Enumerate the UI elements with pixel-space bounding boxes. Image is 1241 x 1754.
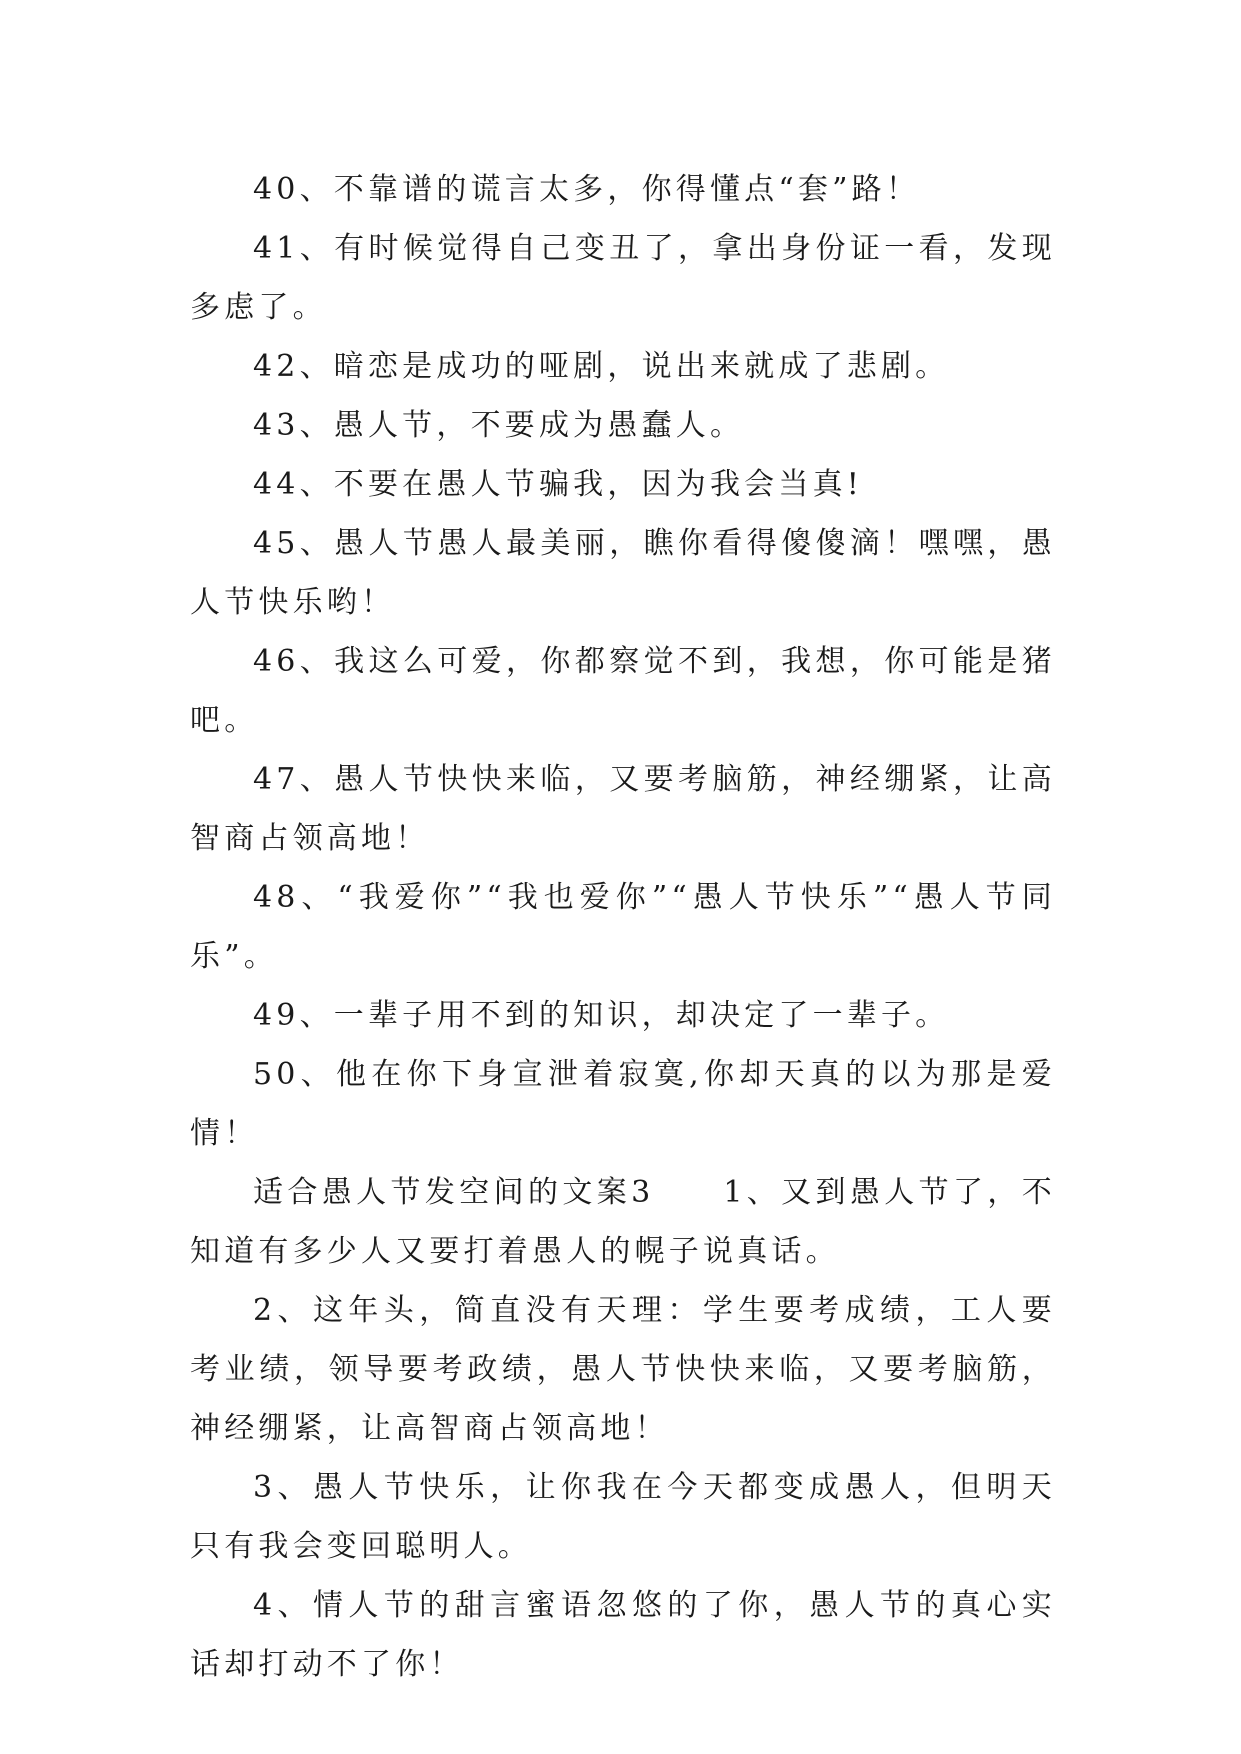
paragraph-45: 45、愚人节愚人最美丽，瞧你看得傻傻滴！嘿嘿，愚人节快乐哟！ xyxy=(190,526,1056,620)
section-paragraph-2: 2、这年头，简直没有天理：学生要考成绩，工人要考业绩，领导要考政绩，愚人节快快来临，又要考脑筋，神经绷紧，让高智商占领高地！ xyxy=(190,1293,1056,1446)
paragraph-47: 47、愚人节快快来临，又要考脑筋，神经绷紧，让高智商占领高地！ xyxy=(190,762,1056,856)
paragraph-49: 49、一辈子用不到的知识，却决定了一辈子。 xyxy=(253,998,950,1033)
paragraph-42: 42、暗恋是成功的哑剧，说出来就成了悲剧。 xyxy=(253,349,950,384)
document-body xyxy=(190,160,1056,1694)
paragraph-48: 48、“我爱你”“我也爱你”“愚人节快乐”“愚人节同乐”。 xyxy=(190,880,1056,974)
section-heading-paragraph-1: 适合愚人节发空间的文案3 1、又到愚人节了，不知道有多少人又要打着愚人的幌子说真话。 xyxy=(190,1175,1056,1269)
paragraph-40: 40、不靠谱的谎言太多，你得懂点“套”路！ xyxy=(253,172,921,207)
section-paragraph-3: 3、愚人节快乐，让你我在今天都变成愚人，但明天只有我会变回聪明人。 xyxy=(190,1470,1056,1564)
paragraph-44: 44、不要在愚人节骗我，因为我会当真! xyxy=(253,467,864,502)
paragraph-41: 41、有时候觉得自己变丑了，拿出身份证一看，发现多虑了。 xyxy=(190,231,1056,325)
paragraph-50: 50、他在你下身宣泄着寂寞,你却天真的以为那是爱情！ xyxy=(190,1057,1056,1151)
paragraph-46: 46、我这么可爱，你都察觉不到，我想，你可能是猪吧。 xyxy=(190,644,1056,738)
section-paragraph-4: 4、情人节的甜言蜜语忽悠的了你，愚人节的真心实话却打动不了你！ xyxy=(190,1588,1056,1682)
paragraph-43: 43、愚人节，不要成为愚蠢人。 xyxy=(253,408,745,443)
